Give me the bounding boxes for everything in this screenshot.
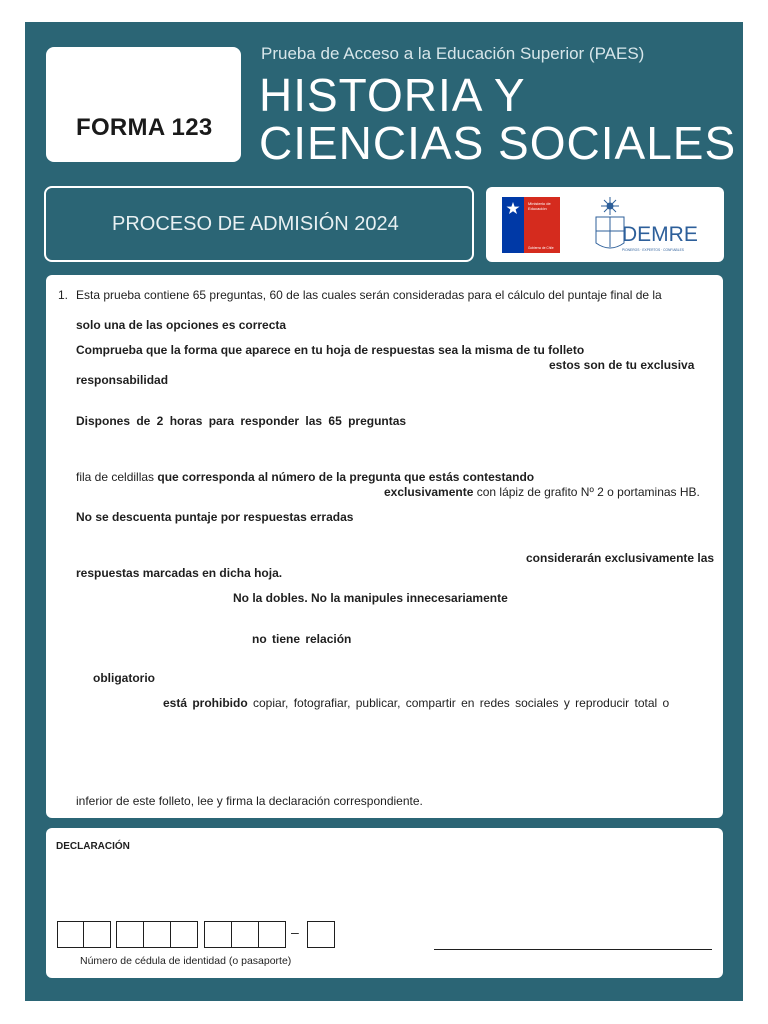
instruction-line: no tiene relación	[252, 632, 352, 646]
id-digit-cell[interactable]	[116, 921, 144, 948]
instruction-line: estos son de tu exclusiva	[549, 358, 695, 372]
demre-wordmark: DEMRE	[622, 223, 698, 246]
instruction-line: No la dobles. No la manipules innecesariamente	[233, 591, 508, 605]
text-fragment: exclusivamente	[384, 485, 474, 499]
instruction-line	[163, 696, 669, 710]
forma-box	[46, 47, 241, 162]
mineduc-line2: Educación	[528, 206, 547, 211]
proceso-label: PROCESO DE ADMISIÓN 2024	[112, 213, 399, 235]
id-digit-cell[interactable]	[143, 921, 171, 948]
item-number: 1.	[58, 288, 69, 302]
text-fragment: que corresponda al número de la pregunta que estás contestando	[157, 470, 535, 484]
instruction-line: solo una de las opciones es correcta	[76, 318, 287, 332]
test-title-line1: HISTORIA Y	[259, 69, 526, 121]
id-check-digit-cell[interactable]	[307, 921, 335, 948]
instruction-line: Esta prueba contiene 65 preguntas, 60 de las cuales serán consideradas para el cálculo del puntaje final de la	[76, 288, 662, 302]
id-digit-cell[interactable]	[83, 921, 111, 948]
id-digit-cell[interactable]	[170, 921, 198, 948]
id-digit-cell[interactable]	[204, 921, 232, 948]
text-fragment: copiar, fotografiar, publicar, compartir en redes sociales y reproducir total o	[247, 696, 670, 710]
test-title-line2: CIENCIAS SOCIALES	[259, 117, 737, 169]
instruction-line: responsabilidad	[76, 373, 169, 387]
instruction-line	[76, 470, 534, 484]
signature-line[interactable]	[434, 949, 712, 950]
text-fragment: con lápiz de grafito Nº 2 o portaminas HB.	[473, 485, 700, 499]
instruction-line: Dispones de 2 horas para responder las 65 preguntas	[76, 414, 407, 428]
instruction-line: obligatorio	[93, 671, 155, 685]
id-check-dash: –	[291, 924, 299, 940]
demre-logo	[592, 195, 712, 255]
id-digit-cell[interactable]	[258, 921, 286, 948]
instruction-line: respuestas marcadas en dicha hoja.	[76, 566, 283, 580]
text-fragment: fila de celdillas	[76, 470, 158, 484]
instruction-line: Comprueba que la forma que aparece en tu hoja de respuestas sea la misma de tu folleto	[76, 343, 585, 357]
forma-number: FORMA 123	[76, 114, 213, 141]
id-label: Número de cédula de identidad (o pasaporte)	[80, 955, 292, 967]
test-subtitle: Prueba de Acceso a la Educación Superior (PAES)	[261, 44, 645, 63]
instruction-line: considerarán exclusivamente las	[526, 551, 715, 565]
mineduc-line1: Ministerio de	[528, 201, 551, 206]
instruction-line	[384, 485, 700, 499]
text-fragment: está prohibido	[163, 696, 248, 710]
mineduc-logo	[502, 197, 560, 253]
demre-tagline: PIONEROS · EXPERTOS · CONFIABLES	[622, 248, 684, 252]
instruction-line: inferior de este folleto, lee y firma la declaración correspondiente.	[76, 794, 423, 808]
declaration-title: DECLARACIÓN	[56, 841, 130, 852]
instruction-line: No se descuenta puntaje por respuestas erradas	[76, 510, 354, 524]
id-digit-cell[interactable]	[231, 921, 259, 948]
mineduc-line3: Gobierno de Chile	[528, 246, 554, 250]
id-digit-cell[interactable]	[57, 921, 84, 948]
